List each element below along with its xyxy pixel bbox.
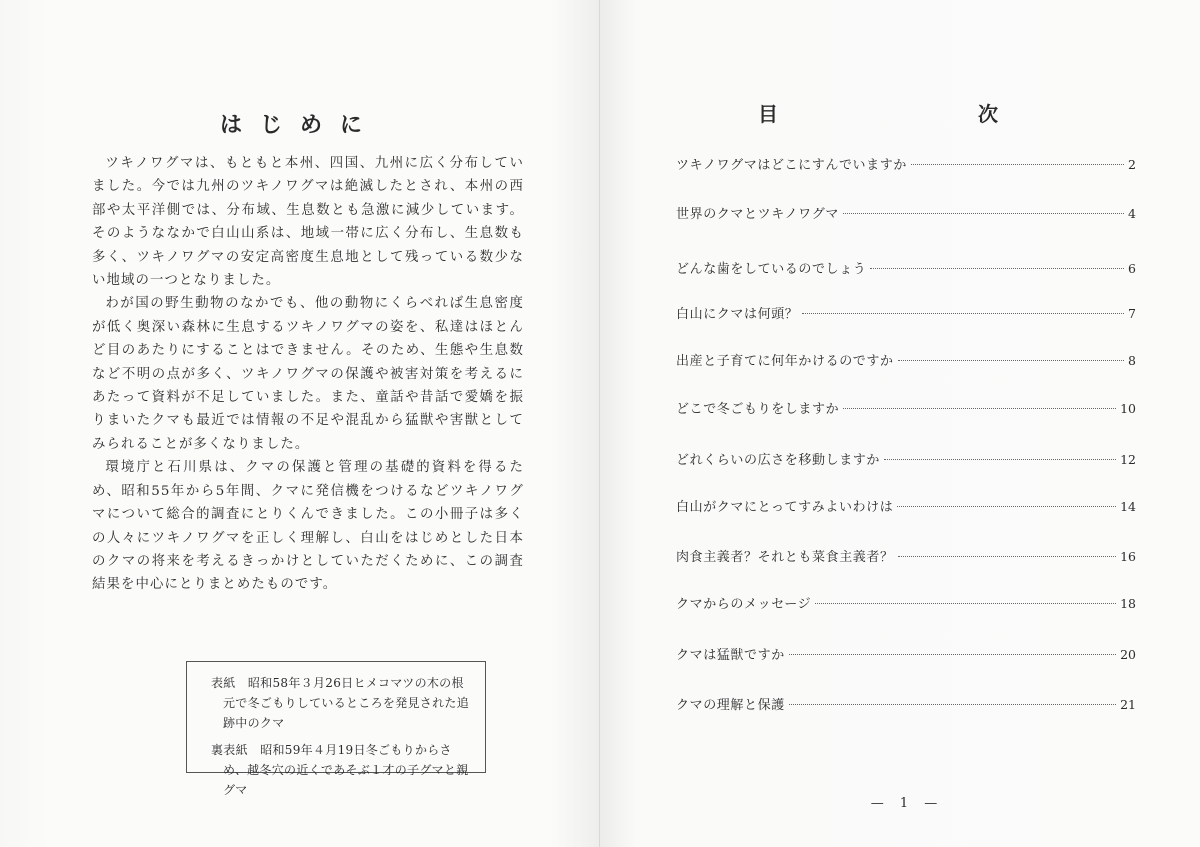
toc-entry-label: ツキノワグマはどこにすんでいますか [676, 158, 907, 173]
toc-entry[interactable] [676, 449, 1136, 468]
toc-entry-page: 21 [1120, 697, 1136, 712]
toc-entry-page: 12 [1120, 452, 1136, 467]
toc-entry-label: どこで冬ごもりをしますか [676, 402, 840, 417]
toc-list [600, 0, 1200, 847]
intro-paragraph: わが国の野生動物のなかでも、他の動物にくらべれば生息密度が低く奥深い森林に生息するツキノワグマの姿を、私達はほとんど目のあたりにすることはできません。そのため、生態や生息数など不明の点が多く、ツキノワグマの保護や被害対策を考えるにあたって資料が不足していました。また、童話や昔話で愛嬌を振りまいたクマも最近では情報の不足や混乱から猛獣や害獣としてみられることが多くなりました。 [92, 296, 524, 452]
toc-entry-label: どれくらいの広さを移動しますか [676, 453, 881, 468]
cover-caption-box [186, 661, 486, 797]
toc-entry-label: 白山にクマは何頭？ [676, 307, 799, 322]
leader-dots [898, 360, 1124, 361]
toc-entry[interactable] [676, 694, 1136, 713]
intro-paragraph: ツキノワグマは、もともと本州、四国、九州に広く分布していました。今では九州のツキノワグマは絶滅したとされ、本州の西部や太平洋側では、分布域、生息数とも急激に減少しています。そのようななかで白山山系は、地域一帯に広く分布し、生息数も多く、ツキノワグマの安定高密度生息地として残っている数少ない地域の一つとなりました。 [92, 156, 524, 289]
toc-entry[interactable] [676, 154, 1136, 173]
toc-entry-label: クマは猛獣ですか [676, 648, 785, 663]
toc-entry[interactable] [676, 593, 1136, 612]
toc-entry[interactable] [676, 303, 1136, 322]
toc-entry-label: どんな歯をしているのでしょう [676, 262, 867, 277]
intro-title: はじめに [219, 112, 380, 138]
toc-entry[interactable] [676, 203, 1136, 222]
toc-entry-page: 14 [1120, 499, 1136, 514]
toc-entry[interactable] [676, 258, 1136, 277]
toc-entry-label: クマの理解と保護 [676, 698, 785, 713]
front-cover-caption: 表紙 昭和58年３月26日ヒメコマツの木の根元で冬ごもりしているところを発見された追跡中のクマ [211, 676, 470, 730]
leader-dots [843, 213, 1124, 214]
toc-entry-page: 6 [1128, 261, 1136, 276]
toc-entry[interactable] [676, 350, 1136, 369]
toc-entry-label: 白山がクマにとってすみよいわけは [676, 500, 894, 515]
toc-title: 目 次 [758, 102, 1088, 126]
leader-dots [870, 268, 1124, 269]
toc-entry-label: 世界のクマとツキノワグマ [676, 207, 839, 222]
toc-entry[interactable] [676, 546, 1136, 565]
leader-dots [843, 408, 1116, 409]
leader-dots [897, 506, 1116, 507]
intro-body [92, 152, 524, 597]
intro-paragraph: 環境庁と石川県は、クマの保護と管理の基礎的資料を得るため、昭和55年から5年間、クマに発信機をつけるなどツキノワグマについて総合的調査にとりくんできました。この小冊子は多くの人々にツキノワグマを正しく理解し、白山をはじめとした日本のクマの将来を考えるきっかけとしていただくために、この調査結果を中心にとりまとめたものです。 [92, 460, 524, 593]
toc-entry[interactable] [676, 496, 1136, 515]
toc-entry-label: 出産と子育てに何年かけるのですか [676, 354, 894, 369]
toc-entry-page: 16 [1120, 549, 1136, 564]
leader-dots [815, 603, 1116, 604]
toc-entry[interactable] [676, 398, 1136, 417]
toc-entry-label: クマからのメッセージ [676, 597, 812, 612]
leader-dots [884, 459, 1116, 460]
leader-dots [898, 556, 1116, 557]
leader-dots [802, 313, 1124, 314]
toc-entry-page: 10 [1120, 401, 1136, 416]
right-page [600, 0, 1200, 847]
leader-dots [911, 164, 1124, 165]
toc-entry[interactable] [676, 644, 1136, 663]
leader-dots [789, 704, 1116, 705]
leader-dots [789, 654, 1116, 655]
back-cover-caption: 裏表紙 昭和59年４月19日冬ごもりからさめ、越冬穴の近くであそぶ１才の子グマと親グマ [211, 743, 469, 797]
toc-entry-page: 8 [1128, 353, 1136, 368]
toc-entry-page: 4 [1128, 206, 1136, 221]
toc-entry-label: 肉食主義者？それとも菜食主義者？ [676, 550, 894, 565]
toc-entry-page: 2 [1128, 157, 1136, 172]
page-number: — 1 — [870, 796, 944, 811]
toc-entry-page: 18 [1120, 596, 1136, 611]
toc-entry-page: 7 [1128, 306, 1136, 321]
toc-entry-page: 20 [1120, 647, 1136, 662]
